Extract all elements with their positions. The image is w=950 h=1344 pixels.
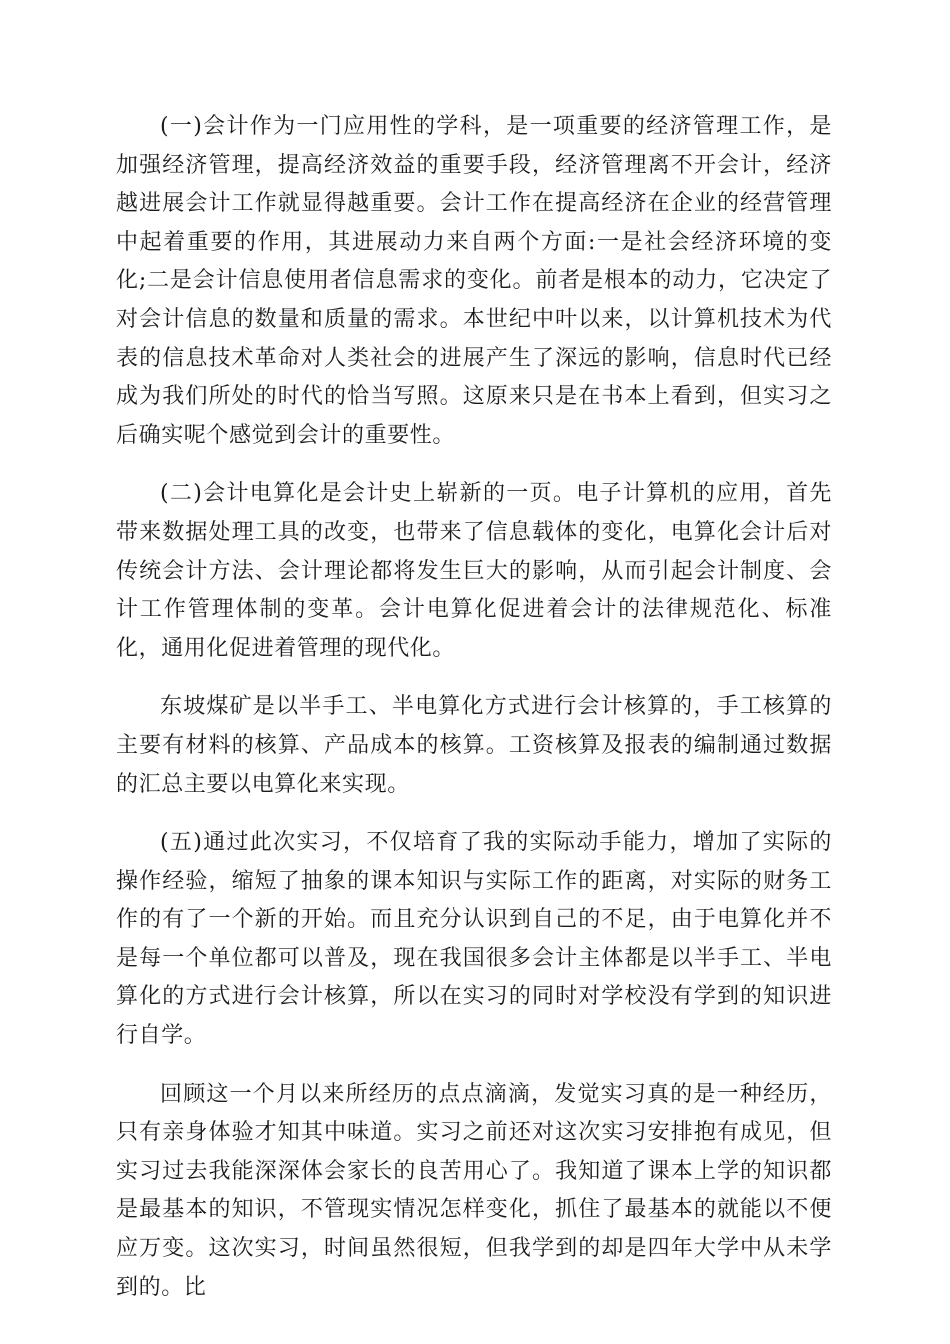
paragraph-internship-gains: (五)通过此次实习，不仅培育了我的实际动手能力，增加了实际的操作经验，缩短了抽象的课本知识与实际工作的距离，对实际的财务工作的有了一个新的开始。而且充分认识到自己的不足，由于电算化并不是每一个单位都可以普及，现在我国很多会计主体都是以半手工、半电算化的方式进行会计核算，所以在实习的同时对学校没有学到的知识进行自学。 <box>116 830 832 1049</box>
paragraph-computerized-accounting: (二)会计电算化是会计史上崭新的一页。电子计算机的应用，首先带来数据处理工具的改变，也带来了信息载体的变化，电算化会计后对传统会计方法、会计理论都将发生巨大的影响，从而引起会计制度、会计工作管理体制的变革。会计电算化促进着会计的法律规范化、标准化，通用化促进着管理的现代化。 <box>116 481 832 661</box>
paragraph-accounting-role: (一)会计作为一门应用性的学科，是一项重要的经济管理工作，是加强经济管理，提高经济效益的重要手段，经济管理离不开会计，经济越进展会计工作就显得越重要。会计工作在提高经济在企业的经营管理中起着重要的作用，其进展动力来自两个方面:一是社会经济环境的变化;二是会计信息使用者信息需求的变化。前者是根本的动力，它决定了对会计信息的数量和质量的需求。本世纪中叶以来，以计算机技术为代表的信息技术革命对人类社会的进展产生了深远的影响，信息时代已经成为我们所处的时代的恰当写照。这原来只是在书本上看到，但实习之后确实呢个感觉到会计的重要性。 <box>116 114 832 448</box>
document-body <box>116 108 832 1307</box>
paragraph-reflection: 回顾这一个月以来所经历的点点滴滴，发觉实习真的是一种经历，只有亲身体验才知其中味道。实习之前还对这次实习安排抱有成见，但实习过去我能深深体会家长的良苦用心了。我知道了课本上学的知识都是最基本的知识，不管现实情况怎样变化，抓住了最基本的就能以不便应万变。这次实习，时间虽然很短，但我学到的却是四年大学中从未学到的。比 <box>116 1081 832 1300</box>
paragraph-dongpo-coal-mine: 东坡煤矿是以半手工、半电算化方式进行会计核算的，手工核算的主要有材料的核算、产品成本的核算。工资核算及报表的编制通过数据的汇总主要以电算化来实现。 <box>116 694 832 797</box>
